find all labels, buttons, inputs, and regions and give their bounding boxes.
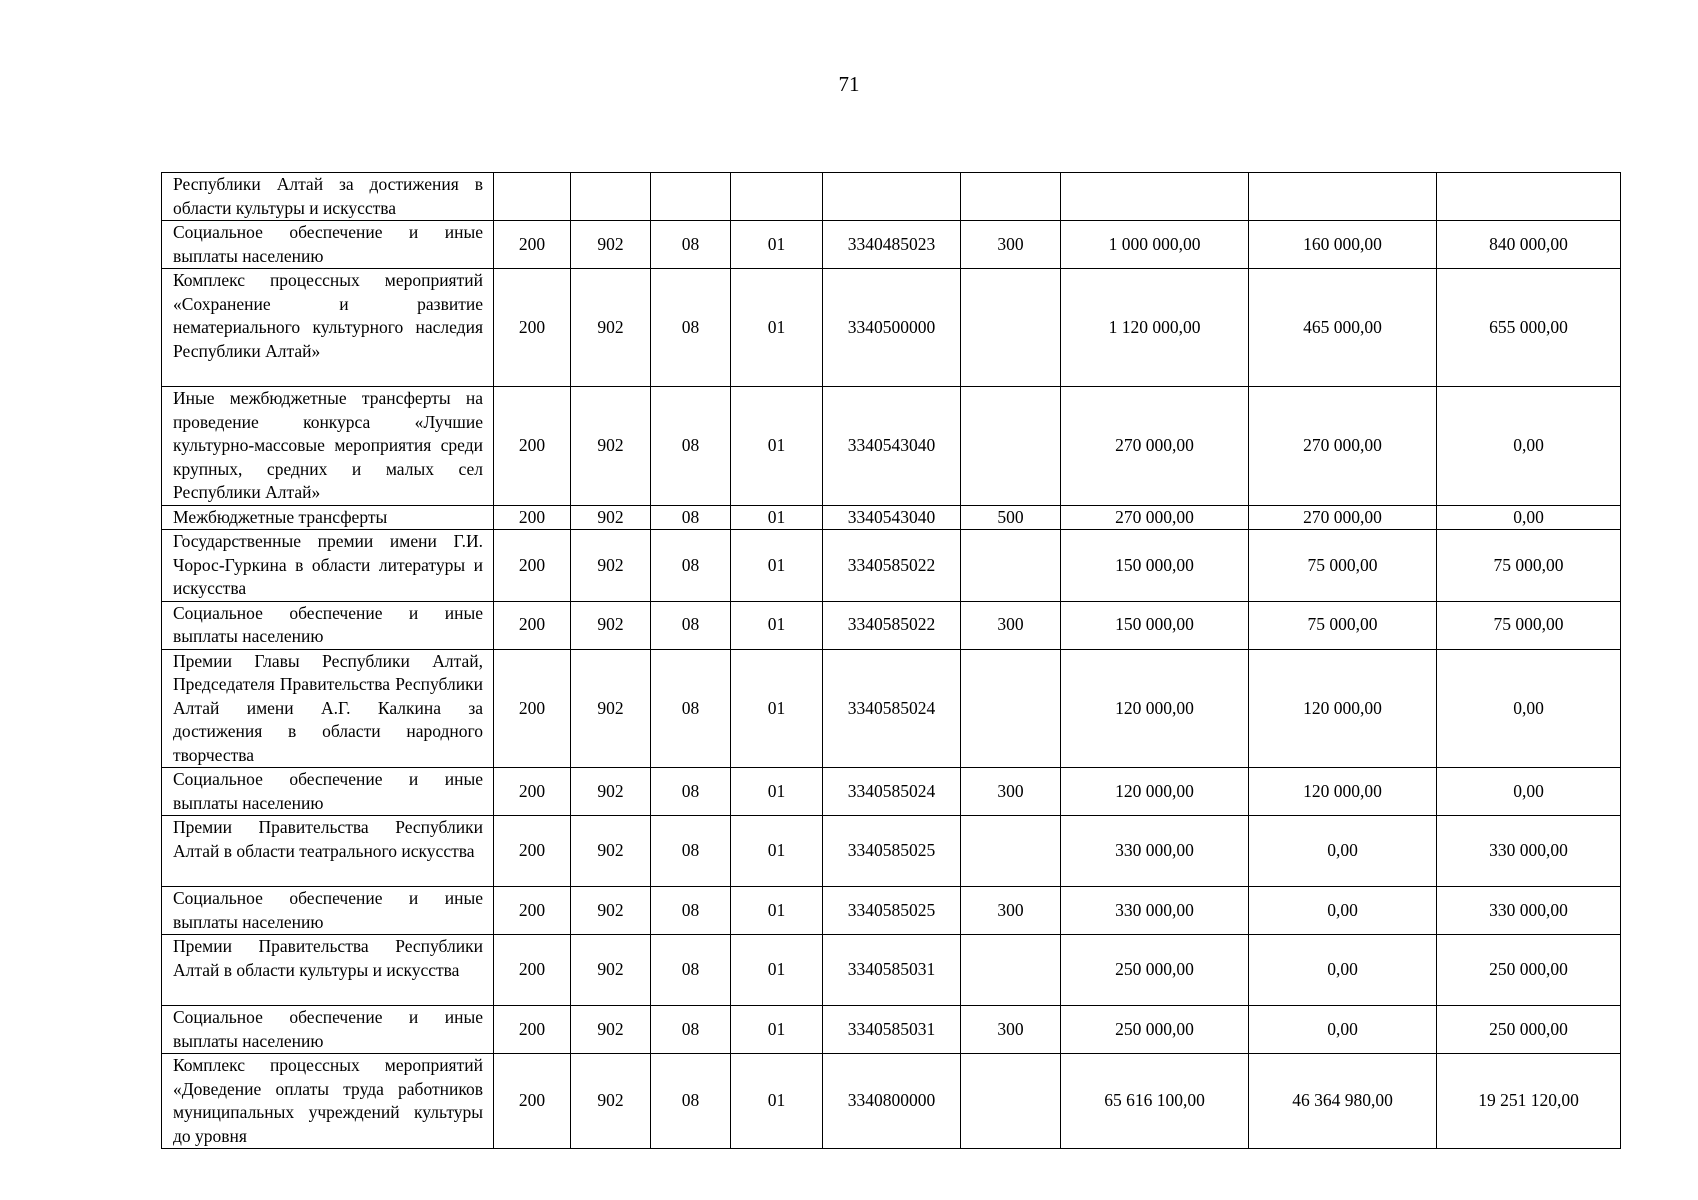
row-code-1: 200 (494, 221, 571, 269)
row-code-section: 08 (651, 1054, 731, 1149)
row-code-2: 902 (571, 768, 651, 816)
row-description: Социальное обеспечение и иные выплаты населению (162, 601, 494, 649)
row-amount-total: 1 120 000,00 (1061, 269, 1249, 387)
row-code-section: 08 (651, 221, 731, 269)
row-code-section (651, 173, 731, 221)
row-expense-type (961, 816, 1061, 887)
row-code-subsection: 01 (731, 935, 823, 1006)
row-amount-2: 0,00 (1249, 935, 1437, 1006)
row-amount-3 (1437, 173, 1621, 221)
table-row (162, 173, 1621, 221)
row-code-section: 08 (651, 1006, 731, 1054)
row-amount-2: 0,00 (1249, 1006, 1437, 1054)
row-code-2: 902 (571, 505, 651, 530)
row-code-section: 08 (651, 649, 731, 768)
row-expense-type (961, 935, 1061, 1006)
row-description: Социальное обеспечение и иные выплаты населению (162, 768, 494, 816)
row-amount-2: 0,00 (1249, 816, 1437, 887)
row-code-section: 08 (651, 387, 731, 506)
row-code-2: 902 (571, 269, 651, 387)
page-number: 71 (838, 72, 860, 96)
row-amount-3: 0,00 (1437, 768, 1621, 816)
row-amount-3: 0,00 (1437, 505, 1621, 530)
table-row (162, 221, 1621, 269)
row-amount-2: 270 000,00 (1249, 387, 1437, 506)
row-amount-total: 330 000,00 (1061, 887, 1249, 935)
row-amount-2: 120 000,00 (1249, 649, 1437, 768)
row-amount-3: 75 000,00 (1437, 601, 1621, 649)
row-amount-2: 75 000,00 (1249, 601, 1437, 649)
row-code-1: 200 (494, 1054, 571, 1149)
row-code-1: 200 (494, 816, 571, 887)
row-code-2: 902 (571, 601, 651, 649)
row-description: Социальное обеспечение и иные выплаты населению (162, 887, 494, 935)
row-description: Социальное обеспечение и иные выплаты населению (162, 221, 494, 269)
row-target-article: 3340585022 (823, 601, 961, 649)
row-code-1 (494, 173, 571, 221)
row-description: Комплекс процессных мероприятий «Доведение оплаты труда работников муниципальных учреждений культуры до уровня (162, 1054, 494, 1149)
row-target-article: 3340585024 (823, 649, 961, 768)
row-amount-total: 270 000,00 (1061, 387, 1249, 506)
row-code-section: 08 (651, 887, 731, 935)
row-target-article: 3340585025 (823, 887, 961, 935)
row-expense-type (961, 649, 1061, 768)
row-description: Межбюджетные трансферты (162, 505, 494, 530)
table-row (162, 505, 1621, 530)
table-body (162, 173, 1621, 1149)
row-amount-total: 150 000,00 (1061, 601, 1249, 649)
row-code-2: 902 (571, 530, 651, 602)
row-expense-type: 300 (961, 1006, 1061, 1054)
row-amount-2: 160 000,00 (1249, 221, 1437, 269)
row-code-subsection (731, 173, 823, 221)
row-amount-2: 75 000,00 (1249, 530, 1437, 602)
row-amount-2: 0,00 (1249, 887, 1437, 935)
row-expense-type: 500 (961, 505, 1061, 530)
row-amount-2: 465 000,00 (1249, 269, 1437, 387)
row-expense-type: 300 (961, 887, 1061, 935)
row-amount-3: 0,00 (1437, 649, 1621, 768)
row-code-1: 200 (494, 935, 571, 1006)
row-expense-type (961, 269, 1061, 387)
row-description: Премии Правительства Республики Алтай в области культуры и искусства (162, 935, 494, 1006)
row-code-subsection: 01 (731, 530, 823, 602)
row-code-subsection: 01 (731, 1006, 823, 1054)
row-code-section: 08 (651, 816, 731, 887)
row-code-1: 200 (494, 1006, 571, 1054)
row-code-subsection: 01 (731, 601, 823, 649)
row-expense-type: 300 (961, 221, 1061, 269)
row-code-section: 08 (651, 505, 731, 530)
table-row (162, 1054, 1621, 1149)
row-code-subsection: 01 (731, 649, 823, 768)
table-row (162, 816, 1621, 887)
row-code-subsection: 01 (731, 269, 823, 387)
row-amount-2: 46 364 980,00 (1249, 1054, 1437, 1149)
table-row (162, 1006, 1621, 1054)
row-expense-type (961, 1054, 1061, 1149)
row-code-subsection: 01 (731, 887, 823, 935)
row-code-2 (571, 173, 651, 221)
row-expense-type (961, 173, 1061, 221)
row-amount-3: 250 000,00 (1437, 935, 1621, 1006)
row-amount-total: 250 000,00 (1061, 935, 1249, 1006)
row-code-section: 08 (651, 530, 731, 602)
row-amount-2: 270 000,00 (1249, 505, 1437, 530)
row-expense-type: 300 (961, 768, 1061, 816)
row-amount-2: 120 000,00 (1249, 768, 1437, 816)
row-amount-3: 250 000,00 (1437, 1006, 1621, 1054)
row-description: Республики Алтай за достижения в области культуры и искусства (162, 173, 494, 221)
row-code-1: 200 (494, 887, 571, 935)
row-code-subsection: 01 (731, 505, 823, 530)
row-description: Комплекс процессных мероприятий «Сохранение и развитие нематериального культурного наследия Республики Алтай» (162, 269, 494, 387)
row-amount-3: 19 251 120,00 (1437, 1054, 1621, 1149)
table-row (162, 387, 1621, 506)
row-amount-3: 330 000,00 (1437, 887, 1621, 935)
row-description: Иные межбюджетные трансферты на проведение конкурса «Лучшие культурно-массовые мероприятия среди крупных, средних и малых сел Республики Алтай» (162, 387, 494, 506)
row-expense-type (961, 387, 1061, 506)
row-amount-3: 0,00 (1437, 387, 1621, 506)
row-code-2: 902 (571, 1054, 651, 1149)
row-target-article: 3340585024 (823, 768, 961, 816)
row-amount-3: 840 000,00 (1437, 221, 1621, 269)
row-code-1: 200 (494, 649, 571, 768)
row-amount-total: 65 616 100,00 (1061, 1054, 1249, 1149)
row-code-section: 08 (651, 768, 731, 816)
row-amount-total (1061, 173, 1249, 221)
row-code-1: 200 (494, 530, 571, 602)
row-description: Социальное обеспечение и иные выплаты населению (162, 1006, 494, 1054)
table-row (162, 887, 1621, 935)
row-code-subsection: 01 (731, 816, 823, 887)
row-code-2: 902 (571, 935, 651, 1006)
row-amount-total: 250 000,00 (1061, 1006, 1249, 1054)
row-target-article: 3340585031 (823, 935, 961, 1006)
row-target-article: 3340585031 (823, 1006, 961, 1054)
row-target-article (823, 173, 961, 221)
row-expense-type (961, 530, 1061, 602)
row-amount-total: 330 000,00 (1061, 816, 1249, 887)
row-target-article: 3340543040 (823, 387, 961, 506)
table-row (162, 601, 1621, 649)
table-row (162, 768, 1621, 816)
table-row (162, 649, 1621, 768)
row-code-subsection: 01 (731, 221, 823, 269)
row-amount-3: 330 000,00 (1437, 816, 1621, 887)
row-description: Премии Правительства Республики Алтай в области театрального искусства (162, 816, 494, 887)
row-code-subsection: 01 (731, 768, 823, 816)
row-target-article: 3340585025 (823, 816, 961, 887)
table-row (162, 935, 1621, 1006)
row-amount-total: 270 000,00 (1061, 505, 1249, 530)
row-amount-3: 655 000,00 (1437, 269, 1621, 387)
row-code-1: 200 (494, 768, 571, 816)
row-code-subsection: 01 (731, 1054, 823, 1149)
table-row (162, 530, 1621, 602)
row-code-2: 902 (571, 816, 651, 887)
table-row (162, 269, 1621, 387)
row-description: Премии Главы Республики Алтай, Председателя Правительства Республики Алтай имени А.Г. Калкина за достижения в области народного творчества (162, 649, 494, 768)
row-code-2: 902 (571, 221, 651, 269)
row-code-section: 08 (651, 601, 731, 649)
row-amount-total: 120 000,00 (1061, 649, 1249, 768)
row-target-article: 3340800000 (823, 1054, 961, 1149)
row-target-article: 3340585022 (823, 530, 961, 602)
row-amount-3: 75 000,00 (1437, 530, 1621, 602)
row-description: Государственные премии имени Г.И. Чорос-Гуркина в области литературы и искусства (162, 530, 494, 602)
row-amount-total: 120 000,00 (1061, 768, 1249, 816)
row-code-2: 902 (571, 1006, 651, 1054)
row-code-subsection: 01 (731, 387, 823, 506)
row-target-article: 3340485023 (823, 221, 961, 269)
row-code-2: 902 (571, 649, 651, 768)
row-amount-total: 1 000 000,00 (1061, 221, 1249, 269)
row-code-section: 08 (651, 269, 731, 387)
row-code-section: 08 (651, 935, 731, 1006)
row-code-1: 200 (494, 269, 571, 387)
row-code-1: 200 (494, 387, 571, 506)
row-code-2: 902 (571, 887, 651, 935)
row-code-1: 200 (494, 505, 571, 530)
row-code-1: 200 (494, 601, 571, 649)
budget-table (161, 172, 1621, 1149)
row-target-article: 3340543040 (823, 505, 961, 530)
row-target-article: 3340500000 (823, 269, 961, 387)
row-amount-2 (1249, 173, 1437, 221)
row-expense-type: 300 (961, 601, 1061, 649)
row-amount-total: 150 000,00 (1061, 530, 1249, 602)
row-code-2: 902 (571, 387, 651, 506)
